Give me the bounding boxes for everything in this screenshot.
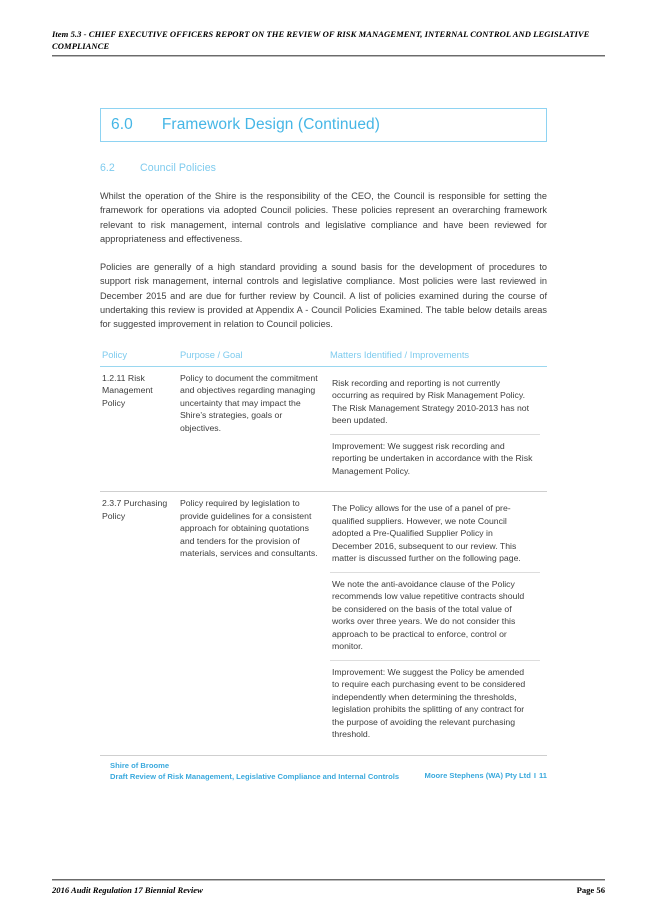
column-header-policy: Policy	[100, 349, 178, 367]
cell-matters	[328, 492, 547, 756]
footer-report-subtitle: Draft Review of Risk Management, Legislative Compliance and Internal Controls	[110, 772, 400, 782]
footer-page-number: 11	[538, 771, 547, 780]
body-paragraph-2: Policies are generally of a high standard providing a sound basis for the development of procedures to support risk management, internal controls and legislative compliance. Most policies were last reviewed in December 2015 and are due for further review by Council. A list of policies examined during the course of undertaking this review is provided at Appendix A - Council Policies Examined. The table below details areas for suggested improvement in relation to Council policies.	[100, 262, 547, 330]
cell-policy: 2.3.7 Purchasing Policy	[100, 492, 178, 756]
report-footer-left	[110, 760, 399, 782]
matter-item: The Policy allows for the use of a panel of pre-qualified suppliers. However, we note Council adopted a Pre-Qualified Supplier Policy in December 2016, subsequent to our review. This matter is discussed further on the following page.	[332, 503, 521, 564]
section-number: 6.0	[111, 116, 133, 133]
footer-organisation: Shire of Broome	[110, 761, 170, 770]
table-bottom-rule	[100, 755, 547, 756]
table-row	[100, 366, 547, 492]
table-row	[100, 492, 547, 756]
header-divider-rule	[52, 55, 605, 57]
running-header-title: Item 5.3 - CHIEF EXECUTIVE OFFICERS REPORT ON THE REVIEW OF RISK MANAGEMENT, INTERNAL CONTROL AND LEGISLATIVE COMPLIANCE	[52, 29, 590, 52]
column-header-matters: Matters Identified / Improvements	[328, 349, 547, 367]
footer-divider-rule	[52, 879, 605, 881]
matter-item: Improvement: We suggest risk recording and reporting be undertaken in accordance with the Risk Management Policy.	[330, 434, 540, 485]
body-paragraph-1: Whilst the operation of the Shire is the responsibility of the CEO, the Council is responsible for setting the framework for operations via adopted Council policies. These policies represent an overarching framework relevant to risk management, internal controls and legislative compliance and have been reviewed for appropriateness and effectiveness.	[100, 191, 547, 244]
cell-purpose: Policy required by legislation to provide guidelines for a consistent approach for obtaining quotations and tenders for the provision of materials, services and consultants.	[178, 492, 328, 756]
footer-separator: I	[533, 771, 536, 780]
cell-matters	[328, 366, 547, 492]
section-title-box	[100, 108, 547, 142]
column-header-purpose: Purpose / Goal	[178, 349, 328, 367]
cell-policy: 1.2.11 Risk Management Policy	[102, 372, 153, 408]
matter-item: Improvement: We suggest the Policy be amended to require each purchasing event to be considered independently when determining the thresholds, legislation prohibits the splitting of any contract for the purpose of avoiding the relevant purchasing threshold.	[330, 660, 540, 748]
page-footer-title: 2016 Audit Regulation 17 Biennial Review	[52, 885, 203, 895]
subsection-heading	[100, 162, 547, 174]
table-header-row	[100, 349, 547, 367]
matter-item: We note the anti-avoidance clause of the Policy recommends low value repetitive contracts should be considered on the basis of the total value of works over three years. We do not consider this approach to be practical to enforce, control or monitor.	[330, 572, 540, 660]
report-footer	[110, 760, 547, 782]
page-footer	[52, 879, 605, 895]
subsection-title: Council Policies	[140, 162, 217, 174]
matter-item: Risk recording and reporting is not currently occurring as required by Risk Management Policy. The Risk Management Strategy 2010-2013 has not been updated.	[332, 377, 530, 426]
page-footer-page-label: Page 56	[576, 885, 605, 895]
subsection-number: 6.2	[100, 162, 115, 174]
report-footer-right	[425, 760, 547, 780]
policy-review-table	[100, 349, 547, 756]
document-running-header	[52, 28, 605, 57]
cell-purpose: Policy to document the commitment and objectives regarding managing uncertainty that may impact the Shire’s strategies, goals or objectives.	[180, 372, 318, 433]
footer-firm-name: Moore Stephens (WA) Pty Ltd	[424, 771, 531, 780]
page-footer-row	[52, 885, 605, 895]
section-title: Framework Design (Continued)	[161, 116, 381, 133]
page-content	[100, 108, 547, 756]
